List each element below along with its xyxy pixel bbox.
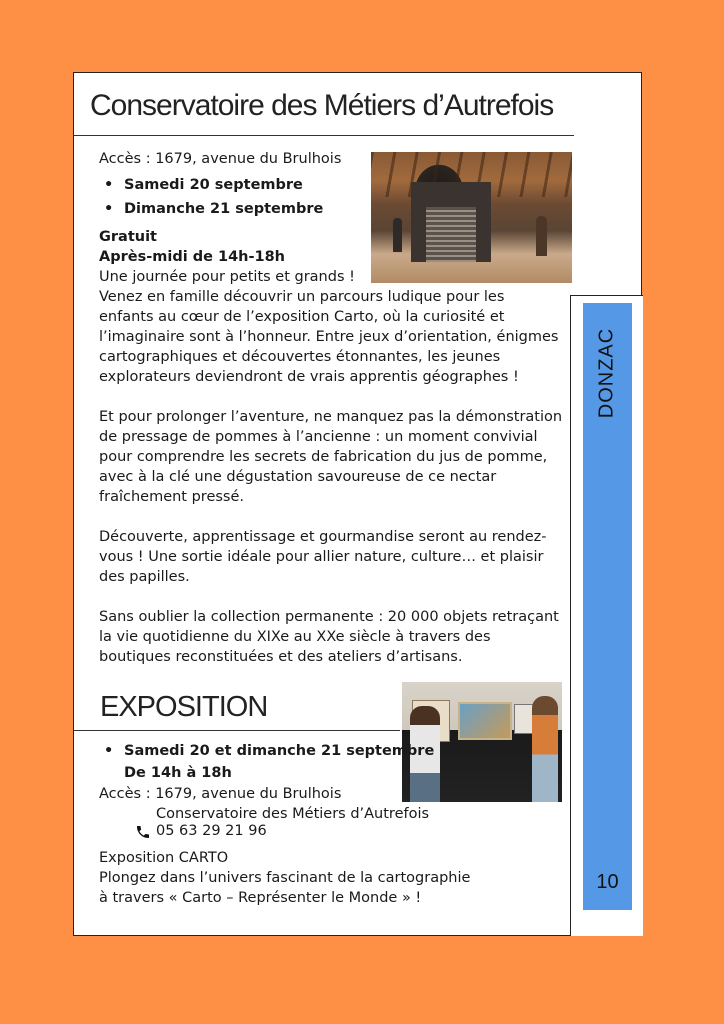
- text-line: Exposition CARTO: [99, 850, 229, 866]
- date-item-sunday: • Dimanche 21 septembre: [100, 197, 323, 221]
- text-line: la vie quotidienne du XIXe au XXe siècle à travers des: [99, 629, 491, 645]
- text-line: cartographiques et découvertes étonnantes, les jeunes: [99, 349, 501, 365]
- exposition-access: Accès : 1679, avenue du Brulhois: [99, 786, 342, 802]
- text-line: pour comprendre les secrets de fabrication du jus de pomme,: [99, 449, 548, 465]
- text-line: de pressage de pommes à l’ancienne : un moment convivial: [99, 429, 538, 445]
- text-line: Et pour prolonger l’aventure, ne manquez pas la démonstration: [99, 409, 563, 425]
- town-label: DONZAC: [595, 327, 618, 419]
- exposition-hours: De 14h à 18h: [124, 765, 232, 781]
- collection-paragraph: [99, 607, 559, 667]
- page-number: 10: [596, 871, 619, 893]
- exposition-phone: 05 63 29 21 96: [156, 823, 267, 839]
- exposition-venue: Conservatoire des Métiers d’Autrefois: [156, 806, 430, 822]
- text-line: boutiques reconstituées et des ateliers d’artisans.: [99, 649, 463, 665]
- text-line: à travers « Carto – Représenter le Monde » !: [99, 890, 422, 906]
- brochure-page: [73, 72, 642, 936]
- price-label: Gratuit: [99, 229, 157, 245]
- date-item-saturday: • Samedi 20 septembre: [100, 173, 323, 197]
- museum-interior-photo: [371, 152, 572, 283]
- text-line: Une journée pour petits et grands !: [99, 269, 355, 285]
- text-line: des papilles.: [99, 569, 190, 585]
- text-line: explorateurs deviendront de vrais apprentis géographes !: [99, 369, 519, 385]
- exposition-dates: • Samedi 20 et dimanche 21 septembre: [100, 739, 434, 763]
- text-line: Sans oublier la collection permanente : 20 000 objets retraçant: [99, 609, 559, 625]
- text-line: enfants au cœur de l’exposition Carto, où la curiosité et: [99, 309, 505, 325]
- text-line: Plongez dans l’univers fascinant de la cartographie: [99, 870, 471, 886]
- text-line: l’imaginaire sont à l’honneur. Entre jeux d’orientation, énigmes: [99, 329, 559, 345]
- intro-paragraph: [99, 267, 558, 387]
- text-line: avec à la clé une dégustation savoureuse de ce nectar: [99, 469, 497, 485]
- text-line: fraîchement pressé.: [99, 489, 244, 505]
- exposition-heading: EXPOSITION: [100, 691, 268, 723]
- text-line: Découverte, apprentissage et gourmandise seront au rendez-: [99, 529, 547, 545]
- exposition-date-list: [100, 739, 434, 763]
- access-address: Accès : 1679, avenue du Brulhois: [99, 151, 342, 167]
- exposition-divider: [74, 730, 400, 731]
- exposition-description: [99, 848, 470, 908]
- text-line: Venez en famille découvrir un parcours ludique pour les: [99, 289, 505, 305]
- hours-label: Après-midi de 14h-18h: [99, 249, 285, 265]
- title-divider: [74, 135, 574, 136]
- date-list: [100, 173, 323, 221]
- phone-icon: [135, 824, 151, 840]
- outing-paragraph: [99, 527, 546, 587]
- apple-press-paragraph: [99, 407, 562, 507]
- page-title: Conservatoire des Métiers d’Autrefois: [90, 89, 554, 122]
- text-line: vous ! Une sortie idéale pour allier nature, culture… et plaisir: [99, 549, 544, 565]
